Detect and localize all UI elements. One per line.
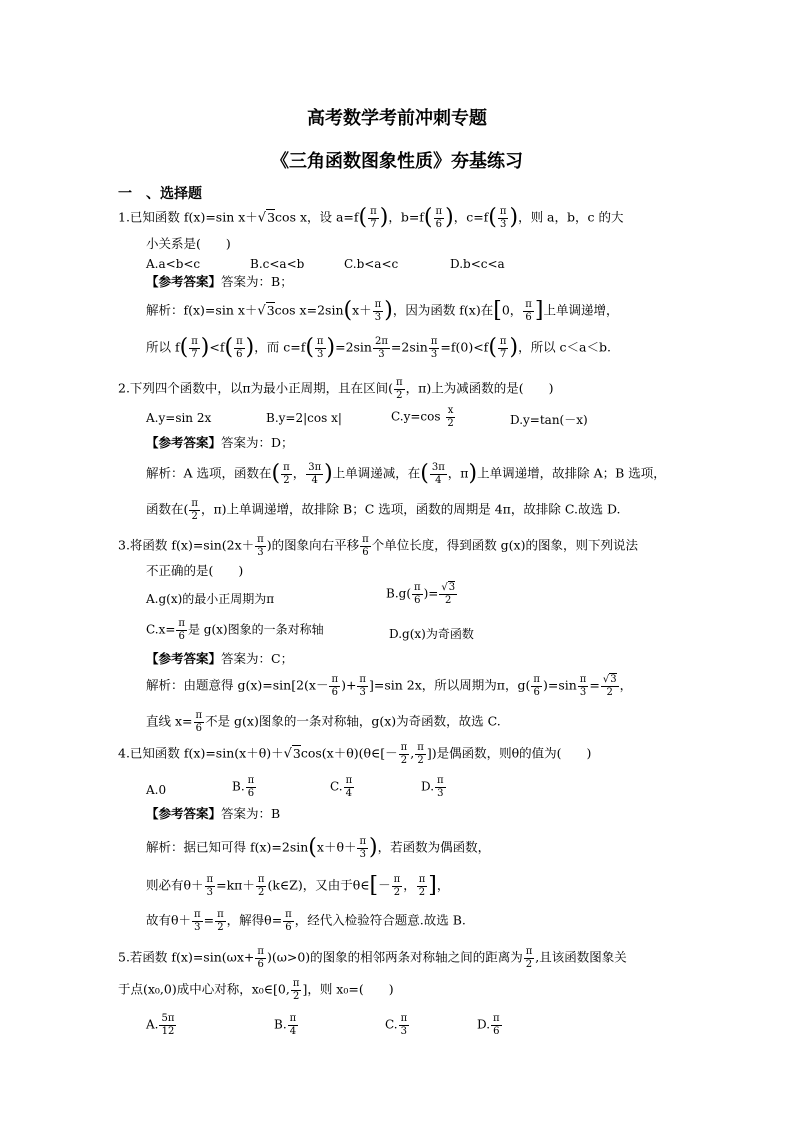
fraction: $\frac{\pi}{7}$ bbox=[499, 336, 507, 360]
fraction: $\frac{\pi}{3}$ bbox=[400, 1013, 408, 1037]
fraction: $\frac{\pi}{3}$ bbox=[194, 909, 201, 933]
fraction: $\frac{√3}{2}$ bbox=[441, 582, 456, 606]
fraction: $\frac{\pi}{7}$ bbox=[370, 206, 377, 230]
q2-stem: 2.下列四个函数中，以π为最小正周期，且在区间( $\frac{\pi}{2}$ ，π)上为减函数的是( ) bbox=[118, 377, 554, 401]
fraction: $\frac{\pi}{2}$ bbox=[396, 377, 403, 401]
q1-answer: 【参考答案】答案为：B； bbox=[146, 274, 293, 289]
fraction: $\frac{\pi}{2}$ bbox=[393, 874, 401, 898]
fraction: $\frac{\pi}{3}$ bbox=[437, 775, 444, 799]
q2-option-c: C.y=cos $\frac{x}{2}$ bbox=[391, 405, 454, 429]
q4-option-a: A.0 bbox=[146, 783, 167, 797]
q3-option-d: D.g(x)为奇函数 bbox=[389, 627, 474, 641]
q1-explanation-line1: 解析：f(x)=sin x＋√3cos x=2sin(x＋ $\frac{\pi}{3}$ )，因为函数 f(x)在[0， $\frac{\pi}{6}$ ]上单调递增， bbox=[146, 298, 619, 323]
fraction: $\frac{\pi}{2}$ bbox=[257, 874, 265, 898]
fraction: $\frac{\pi}{6}$ bbox=[435, 206, 443, 230]
q3-stem-line1: 3.将函数 f(x)=sin(2x＋ $\frac{\pi}{3}$ )的图象向右平移 $\frac{\pi}{6}$ 个单位长度，得到函数 g(x)的图象，则下列说法 bbox=[118, 534, 638, 558]
q1-option-a: A.a<b<c bbox=[146, 257, 201, 271]
fraction: $\frac{\pi}{6}$ bbox=[195, 710, 203, 734]
q2-option-a: A.y=sin 2x bbox=[146, 411, 212, 425]
fraction: $\frac{\pi}{3}$ bbox=[579, 674, 587, 698]
fraction: $\frac{\pi}{3}$ bbox=[206, 874, 214, 898]
fraction: $\frac{\pi}{6}$ bbox=[236, 336, 243, 360]
fraction: $\frac{3\pi}{4}$ bbox=[431, 462, 445, 486]
q3-option-c: C.x= $\frac{\pi}{6}$ 是 g(x)图象的一条对称轴 bbox=[146, 618, 324, 642]
q3-option-a: A.g(x)的最小正周期为π bbox=[146, 592, 275, 606]
q3-answer: 【参考答案】答案为：C； bbox=[146, 651, 294, 666]
q2-option-d: D.y=tan(－x) bbox=[510, 413, 588, 427]
fraction: $\frac{\pi}{2}$ bbox=[417, 742, 424, 766]
fraction: $\frac{x}{2}$ bbox=[447, 405, 454, 429]
fraction: $\frac{\pi}{6}$ bbox=[362, 534, 369, 558]
q3-option-b: B.g( $\frac{\pi}{6}$ )= $\frac{√3}{2}$ bbox=[386, 582, 456, 606]
fraction: $\frac{\pi}{6}$ bbox=[178, 618, 185, 642]
fraction: $\frac{\pi}{2}$ bbox=[217, 909, 224, 933]
q1-stem-line2: 小关系是( ) bbox=[146, 236, 231, 251]
q4-explanation-line3: 故有θ＋ $\frac{\pi}{3}$ = $\frac{\pi}{2}$ ，解得θ= $\frac{\pi}{6}$ ，经代入检验符合题意.故选 B. bbox=[146, 909, 466, 933]
fraction: $\frac{\pi}{2}$ bbox=[418, 874, 426, 898]
fraction: $\frac{3\pi}{4}$ bbox=[308, 462, 322, 486]
fraction: $\frac{\pi}{2}$ bbox=[283, 462, 290, 486]
q1-option-b: B.c<a<b bbox=[250, 257, 305, 271]
q4-explanation-line2: 则必有θ＋ $\frac{\pi}{3}$ =kπ＋ $\frac{\pi}{2}$ (k∈Z)，又由于θ∈[－ $\frac{\pi}{2}$ ， $\frac{\pi}{2}$ ]， bbox=[146, 873, 450, 898]
fraction: $\frac{\pi}{4}$ bbox=[289, 1013, 297, 1037]
q1-explanation-line2: 所以 f( $\frac{\pi}{7}$ )<f( $\frac{\pi}{6}$ )，而 c=f( $\frac{\pi}{3}$ )=2sin $\frac{2\pi}{3}$ =2sin $\frac{\pi}{3}$ =f(0)<f( $\frac{\pi}{7}$ )，所以 c＜a＜b. bbox=[146, 335, 611, 360]
fraction: $\frac{\pi}{7}$ bbox=[191, 336, 198, 360]
fraction: $\frac{\pi}{6}$ bbox=[493, 1013, 500, 1037]
q2-explanation-line1: 解析：A 选项，函数在( $\frac{\pi}{2}$ ， $\frac{3\pi}{4}$ )上单调递减，在( $\frac{3\pi}{4}$ ，π)上单调递增，故排除 A；B 选项， bbox=[146, 461, 666, 486]
fraction: $\frac{\pi}{3}$ bbox=[359, 836, 367, 860]
q1-stem-line1: 1.已知函数 f(x)=sin x＋√3cos x，设 a=f( $\frac{\pi}{7}$ )，b=f( $\frac{\pi}{6}$ )，c=f( $\frac{\pi}{3}$ )，则 a，b，c 的大 bbox=[118, 205, 624, 230]
fraction: $\frac{\pi}{6}$ bbox=[257, 946, 264, 970]
fraction: $\frac{2\pi}{3}$ bbox=[374, 336, 388, 360]
q5-stem-line2: 于点(x₀,0)成中心对称，x₀∈[0, $\frac{\pi}{2}$ ]，则 x₀=( ) bbox=[118, 978, 394, 1002]
fraction: $\frac{\pi}{2}$ bbox=[525, 946, 533, 970]
fraction: $\frac{\pi}{2}$ bbox=[191, 498, 198, 522]
q4-answer: 【参考答案】答案为：B bbox=[146, 806, 281, 821]
q1-option-c: C.b<a<c bbox=[344, 257, 399, 271]
section-heading: 一 、选择题 bbox=[118, 186, 202, 202]
q4-option-b: B. $\frac{\pi}{6}$ bbox=[232, 775, 255, 799]
fraction: $\frac{\pi}{4}$ bbox=[345, 775, 353, 799]
fraction: $\frac{\pi}{6}$ bbox=[525, 299, 532, 323]
fraction: $\frac{\pi}{2}$ bbox=[400, 742, 408, 766]
fraction: $\frac{\pi}{3}$ bbox=[257, 534, 264, 558]
fraction: $\frac{\pi}{2}$ bbox=[292, 978, 300, 1002]
q4-explanation-line1: 解析：据已知可得 f(x)=2sin(x＋θ＋ $\frac{\pi}{3}$ )，若函数为偶函数， bbox=[146, 835, 491, 860]
q5-option-d: D. $\frac{\pi}{6}$ bbox=[477, 1013, 500, 1037]
fraction: $\frac{√3}{2}$ bbox=[602, 674, 617, 698]
q5-stem-line1: 5.若函数 f(x)=sin(ωx+ $\frac{\pi}{6}$ )(ω>0)的图象的相邻两条对称轴之间的距离为 $\frac{\pi}{2}$ ,且该函数图象关 bbox=[118, 946, 627, 970]
q5-option-b: B. $\frac{\pi}{4}$ bbox=[274, 1013, 297, 1037]
fraction: $\frac{\pi}{6}$ bbox=[414, 582, 421, 606]
q1-option-d: D.b<c<a bbox=[450, 257, 505, 271]
q5-option-a: A. $\frac{5\pi}{12}$ bbox=[146, 1013, 175, 1037]
fraction: $\frac{\pi}{6}$ bbox=[247, 775, 255, 799]
q3-explanation-line2: 直线 x= $\frac{\pi}{6}$ 不是 g(x)图象的一条对称轴，g(x)为奇函数，故选 C. bbox=[146, 710, 501, 734]
fraction: $\frac{5\pi}{12}$ bbox=[161, 1013, 175, 1037]
q5-option-c: C. $\frac{\pi}{3}$ bbox=[385, 1013, 408, 1037]
fraction: $\frac{\pi}{3}$ bbox=[499, 206, 507, 230]
fraction: $\frac{\pi}{6}$ bbox=[533, 674, 540, 698]
q2-explanation-line2: 函数在( $\frac{\pi}{2}$ ，π)上单调递增，故排除 B；C 选项，函数的周期是 4π，故排除 C.故选 D. bbox=[146, 498, 621, 522]
fraction: $\frac{\pi}{6}$ bbox=[285, 909, 292, 933]
fraction: $\frac{\pi}{3}$ bbox=[374, 299, 382, 323]
document-subtitle: 《三角函数图象性质》夯基练习 bbox=[271, 151, 523, 172]
q4-option-d: D. $\frac{\pi}{3}$ bbox=[421, 775, 444, 799]
fraction: $\frac{\pi}{3}$ bbox=[430, 336, 438, 360]
q3-explanation-line1: 解析：由题意得 g(x)=sin[2(x－ $\frac{\pi}{6}$ )+ $\frac{\pi}{3}$ ]=sin 2x，所以周期为π，g( $\frac{\pi}{6}$ )=sin $\frac{\pi}{3}$ = $\frac{√3}{2}$ ， bbox=[146, 674, 633, 698]
q2-answer: 【参考答案】答案为：D； bbox=[146, 435, 294, 450]
document-title: 高考数学考前冲刺专题 bbox=[307, 108, 487, 129]
q3-stem-line2: 不正确的是( ) bbox=[146, 563, 244, 578]
q2-option-b: B.y=2|cos x| bbox=[266, 411, 342, 425]
q4-option-c: C. $\frac{\pi}{4}$ bbox=[330, 775, 353, 799]
fraction: $\frac{\pi}{3}$ bbox=[359, 674, 366, 698]
q4-stem: 4.已知函数 f(x)=sin(x＋θ)＋√3cos(x＋θ)(θ∈[－ $\frac{\pi}{2}$ , $\frac{\pi}{2}$ ])是偶函数，则θ的值为( ) bbox=[118, 742, 592, 766]
fraction: $\frac{\pi}{6}$ bbox=[331, 674, 339, 698]
fraction: $\frac{\pi}{3}$ bbox=[316, 336, 324, 360]
